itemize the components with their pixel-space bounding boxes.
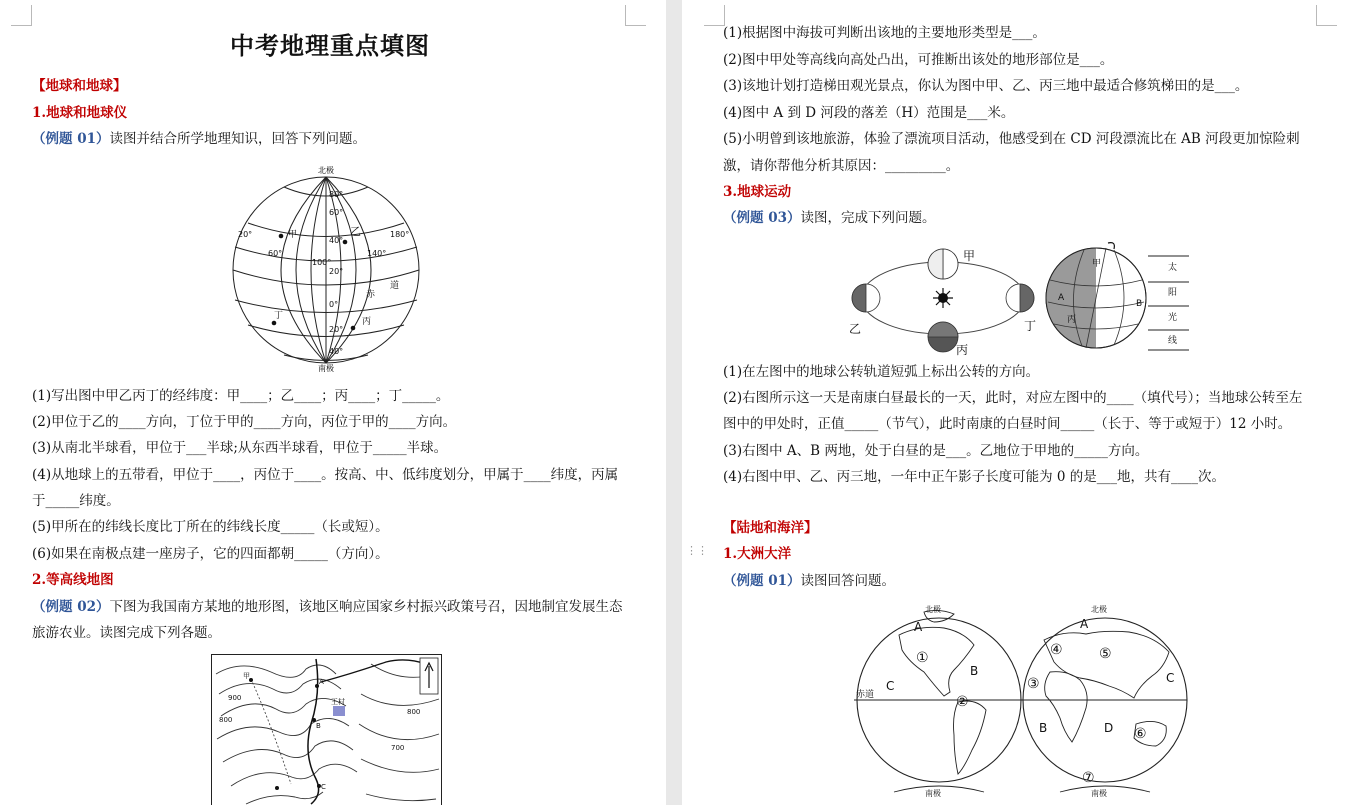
sun-icon — [933, 288, 953, 308]
drag-handle-icon[interactable]: ⋮⋮ — [686, 544, 708, 557]
lon-label: 140° — [367, 249, 387, 258]
example-4 — [723, 572, 895, 590]
point-label: A — [1058, 293, 1065, 303]
lat-label: 40° — [329, 347, 344, 356]
region-number: ④ — [1050, 642, 1063, 658]
example-text: 下图为我国南方某地的地形图，该地区响应国家乡村振兴政策号召，因地制宜发展生态 — [109, 599, 623, 615]
north-label: 北极 — [1091, 605, 1107, 614]
example-tag: （例题 03） — [723, 210, 801, 226]
rotation-arrow-icon — [1108, 243, 1114, 249]
sunlight-char: 线 — [1168, 336, 1178, 346]
north-label: 北极 — [925, 605, 941, 614]
subsection-heading: 1.大洲大洋 — [723, 546, 792, 562]
meridian — [281, 177, 326, 363]
west-letter: A — [914, 620, 923, 634]
globe-north-label: 北极 — [318, 166, 334, 175]
question-line: (2)甲位于乙的____方向，丁位于甲的____方向，丙位于甲的____方向。 — [32, 414, 457, 430]
region-number: ③ — [1027, 676, 1040, 692]
globe-figure — [226, 160, 426, 375]
left-page — [0, 0, 666, 805]
crop-mark — [704, 5, 725, 26]
example-3 — [723, 209, 936, 227]
subsection-heading: 1.地球和地球仪 — [32, 105, 128, 121]
equator-char: 赤 — [366, 290, 376, 300]
question-line: (1)在左图中的地球公转轨道短弧上标出公转的方向。 — [723, 364, 1040, 380]
subsection-heading: 2.等高线地图 — [32, 572, 114, 588]
crop-mark — [625, 5, 646, 26]
contour-label: 800 — [219, 716, 233, 724]
region-number: ⑤ — [1099, 646, 1112, 662]
west-letter: B — [970, 664, 979, 678]
meridian — [311, 177, 326, 363]
example-1 — [32, 130, 366, 148]
page-title: 中考地理重点填图 — [230, 31, 430, 60]
place-label: 甲 — [243, 672, 250, 680]
globe-south-label: 南极 — [318, 364, 334, 373]
lon-label: 100° — [312, 258, 332, 267]
example-text: 读图，完成下列问题。 — [800, 210, 936, 226]
east-letter: B — [1039, 721, 1048, 735]
contour-label: 800 — [407, 708, 421, 716]
question-line: (5)甲所在的纬线长度比丁所在的纬线长度_____（长或短）。 — [32, 519, 389, 535]
equator-label: 赤道 — [856, 690, 875, 700]
sunlight-diagram — [1044, 240, 1190, 355]
lat-label: 20° — [329, 267, 344, 276]
question-line: (3)右图中 A、B 两地，处于白昼的是___。乙地位于甲地的_____方向。 — [723, 443, 1149, 459]
sunlight-char: 阳 — [1168, 288, 1178, 298]
sunlight-char: 太 — [1168, 263, 1178, 273]
village-block — [333, 706, 345, 716]
question-line: (6)如果在南极点建一座房子，它的四面都朝_____（方向）。 — [32, 546, 389, 562]
question-line: (1)根据图中海拔可判断出该地的主要地形类型是___。 — [723, 25, 1046, 41]
place-label: A — [319, 678, 324, 686]
subsection-heading: 3.地球运动 — [723, 184, 792, 200]
lon-label: 60° — [268, 249, 283, 258]
example-text: 读图并结合所学地理知识，回答下列问题。 — [109, 131, 366, 147]
question-line: (3)从南北半球看，甲位于___半球;从东西半球看，甲位于_____半球。 — [32, 440, 448, 456]
lat-label: 60° — [329, 208, 344, 217]
question-line: (2)右图所示这一天是南康白昼最长的一天，此时，对应左图中的____（填代号）；当地球公转至左 — [723, 390, 1303, 406]
place-label: 王村 — [331, 698, 345, 706]
orbit-label: 丁 — [1024, 319, 1037, 333]
orbit-diagram — [846, 240, 1046, 358]
south-label: 南极 — [1091, 789, 1107, 798]
region-number: ① — [916, 650, 929, 666]
place-label: B — [316, 722, 321, 730]
south-label: 南极 — [925, 789, 941, 798]
place-ding: 丁 — [274, 311, 284, 321]
lat-label: 40° — [329, 236, 344, 245]
region-number: ⑥ — [1134, 726, 1147, 742]
question-line: (4)从地球上的五带看，甲位于____，丙位于____。按高、中、低纬度划分，甲属于____纬度，丙属 — [32, 467, 619, 483]
lat-label: 20° — [329, 325, 344, 334]
crop-mark — [11, 5, 32, 26]
question-line: 图中的甲处时，正值_____（节气），此时南康的白昼时间_____（长于、等于或短于）12 小时。 — [723, 416, 1292, 432]
example-text: 旅游农业。读图完成下列各题。 — [32, 625, 221, 641]
question-line: (1)写出图中甲乙丙丁的经纬度：甲____；乙____；丙____；丁_____。 — [32, 388, 450, 404]
place-jia: 甲 — [288, 230, 298, 240]
example-2 — [32, 598, 623, 616]
example-tag: （例题 01） — [32, 131, 110, 147]
question-line: (2)图中甲处等高线向高处凸出，可推断出该处的地形部位是___。 — [723, 52, 1114, 68]
east-letter: C — [1166, 671, 1175, 685]
question-line: (4)图中 A 到 D 河段的落差（H）范围是___米。 — [723, 105, 1015, 121]
question-line: 激，请你帮他分析其原因：_________。 — [723, 158, 960, 174]
orbit-label: 甲 — [963, 249, 976, 263]
example-tag: （例题 02） — [32, 599, 110, 615]
point-label: B — [1136, 299, 1143, 309]
equator-char: 道 — [390, 281, 400, 291]
example-text: 读图回答问题。 — [800, 573, 895, 589]
point-label: 甲 — [1092, 259, 1102, 269]
lon-label: 20° — [238, 230, 253, 239]
crop-mark — [1316, 5, 1337, 26]
right-page — [682, 0, 1347, 805]
hemispheres-map — [854, 600, 1194, 805]
section-heading: 【陆地和海洋】 — [723, 520, 818, 536]
lat-label: 80° — [329, 190, 344, 199]
orbit-label: 丙 — [956, 343, 969, 357]
region-number: ② — [956, 694, 969, 710]
east-letter: D — [1104, 721, 1114, 735]
lon-label: 180° — [390, 230, 410, 239]
contour-map — [211, 654, 443, 805]
contour-label: 700 — [391, 744, 405, 752]
question-line: (3)该地计划打造梯田观光景点，你认为图中甲、乙、丙三地中最适合修筑梯田的是___。 — [723, 78, 1249, 94]
sunlight-char: 光 — [1168, 313, 1178, 323]
question-line: (5)小明曾到该地旅游，体验了漂流项目活动，他感受到在 CD 河段漂流比在 AB 河段更加惊险刺 — [723, 131, 1300, 147]
question-line: 于_____纬度。 — [32, 493, 120, 509]
section-heading: 【地球和地球】 — [32, 78, 127, 94]
point-label: 丙 — [1067, 315, 1077, 325]
example-tag: （例题 01） — [723, 573, 801, 589]
contour-label: 900 — [228, 694, 242, 702]
question-line: (4)右图中甲、乙、丙三地，一年中正午影子长度可能为 0 的是___地，共有____次。 — [723, 469, 1226, 485]
orbit-label: 乙 — [849, 322, 862, 336]
place-label: C — [321, 783, 326, 791]
east-letter: A — [1080, 617, 1089, 631]
region-number: ⑦ — [1082, 770, 1095, 786]
west-letter: C — [886, 679, 895, 693]
place-yi: 乙 — [350, 225, 361, 238]
lat-label: 0° — [329, 300, 339, 309]
night-side — [1046, 248, 1096, 348]
place-bing: 丙 — [362, 317, 372, 327]
